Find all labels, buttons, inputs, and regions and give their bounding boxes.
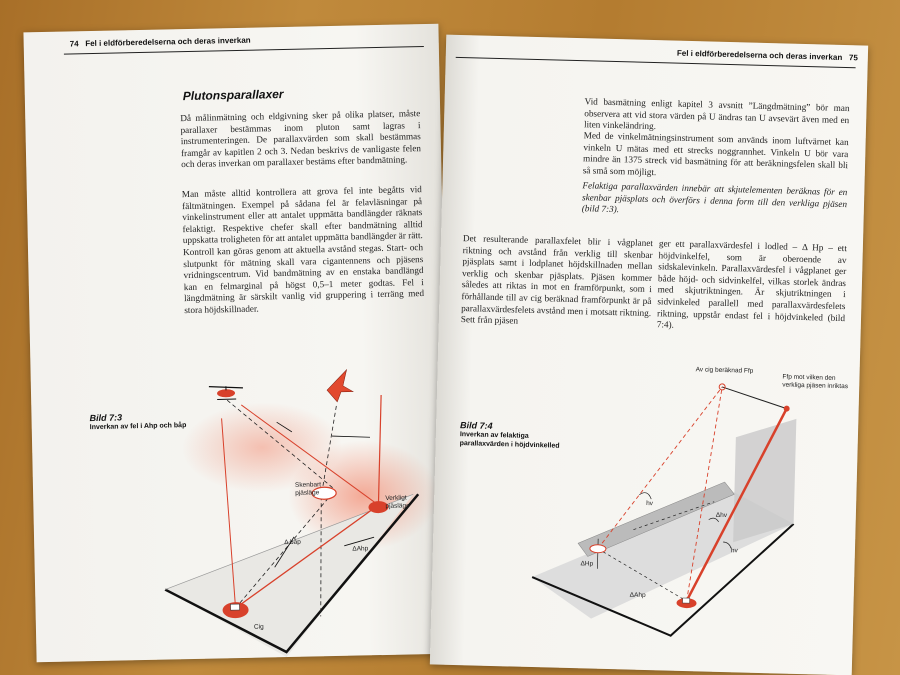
computed-ffp-label: Av cig beräknad Ffp bbox=[695, 366, 754, 375]
delta-hp-label: ΔHp bbox=[580, 560, 594, 568]
hv-label-2: hv bbox=[730, 547, 738, 555]
left-running-header: 74 Fel i eldförberedelserna och deras inverkan bbox=[69, 35, 251, 49]
right-column-1: Det resulterande parallaxfelet blir i vågplanet riktning och avstånd från verklig till skenbar pjäsplats samt i lodplanet höjdskillnaden mellan verklig och skenbar pjäsplats. Pjäsen kommer således att riktas in mot en framförpunkt, som i förhållande till av cig beräknad framförpunkt är på parallaxvärdesfelets avstånd men i motsatt riktning. Sett från pjäsen bbox=[460, 233, 654, 326]
delta-ahp-label: ΔAhp bbox=[629, 591, 646, 599]
right-column-2: ger ett parallaxvärdesfel i lodled – Δ Hp – ett höjdvinkelfel, som är oberoende av sidskalevinkeln. Parallaxvärdesfel i vågplanet ger både höjd- och sidvinkelfel, vilkas storlek ändras med skjutriktningen. Är skjutriktningen i sidvinkeled parallell med parallaxvärdesfelets riktning, uppstår endast fel i höjdvinkeled (bild 7:4). bbox=[656, 238, 847, 330]
helicopter-icon bbox=[209, 386, 243, 400]
figure-7-4-caption: Bild 7:4 Inverkan av felaktiga parallaxvärden i höjdvinkelled bbox=[459, 420, 560, 450]
cig-label: Cig bbox=[253, 623, 264, 631]
hv-label-1: hv bbox=[646, 499, 654, 508]
bap-label: Δ båp bbox=[284, 538, 301, 547]
right-running-header: Fel i eldförberedelserna och deras inverkan 75 bbox=[676, 48, 858, 63]
apparent-position-label: Skenbart pjäsläge bbox=[294, 481, 322, 497]
right-paragraph-1: Vid basmätning enligt kapitel 3 avsnitt ”Längdmätning” bör man observera att vid stora värden på U ändras tan U avsevärt även med en liten vinkeländring. bbox=[583, 96, 850, 132]
right-paragraph-2: Med de vinkelmätningsinstrument som används inom luftvärnet kan vinkeln U mätas med ett strecks noggrannhet. Vinkeln U bör vara mindre än 1375 streck vid basmätning för att beräkningsfelen skall bli så små som möjligt. bbox=[582, 130, 849, 177]
left-paragraph-1: Då målinmätning och eldgivning sker på olika platser, måste parallaxer bestämmas inom pluton samt lagras i instrumenteringen. De parallaxvärden som skall bestämmas framgår av kapitlen 2 och 3. Nedan beskrivs de vanligaste felen och deras inverkan om parallaxer bestäms efter bandmätning. bbox=[180, 108, 422, 170]
right-page bbox=[430, 35, 868, 675]
actual-position-label: Verkligt pjäsläge bbox=[385, 494, 410, 510]
right-italic-note: Felaktiga parallaxvärden innebär att skjutelementen beräknas för en skenbar pjäsplats och överförs i denna form till den verkliga pjäsen (bild 7:3). bbox=[581, 180, 848, 215]
delta-hv-label: Δhv bbox=[715, 511, 728, 520]
section-title: Plutonsparallaxer bbox=[182, 86, 284, 104]
figure-7-4-diagram bbox=[430, 35, 868, 675]
left-page bbox=[23, 24, 451, 663]
ffp-target-label: Ffp mot vilken den verkliga pjäsen inriktas bbox=[782, 373, 849, 391]
figure-7-3-diagram bbox=[23, 24, 451, 663]
jet-aircraft-icon bbox=[327, 370, 354, 403]
figure-7-3-caption: Bild 7:3 Inverkan av fel i Ahp och båp bbox=[89, 412, 187, 432]
left-paragraph-2: Man måste alltid kontrollera att grova fel inte begåtts vid fältmätningen. Exempel på sådana fel är felavläsningar på vinkelinstrument eller att antalet uppmätta bandlängder räknats felaktigt. Respektive chefer skall efter bandmätning alltid uppskatta troligheten för att antalet uppmätta bandlängder är rätt. Kontroll kan göras genom att aktuella avstånd stegas. Start- och slutpunkt för mätning skall vara cigantennens och pjäsens vridningscentrum. Vid bandmätning av en enstaka bandlängd kan en felmarginal på högst 0,5–1 meter godtas. Fel i längdmätning är särskilt vanlig vid gruppering i terräng med stora höjdskillnader. bbox=[181, 184, 425, 316]
ahp-label: ΔAhp bbox=[352, 545, 369, 553]
